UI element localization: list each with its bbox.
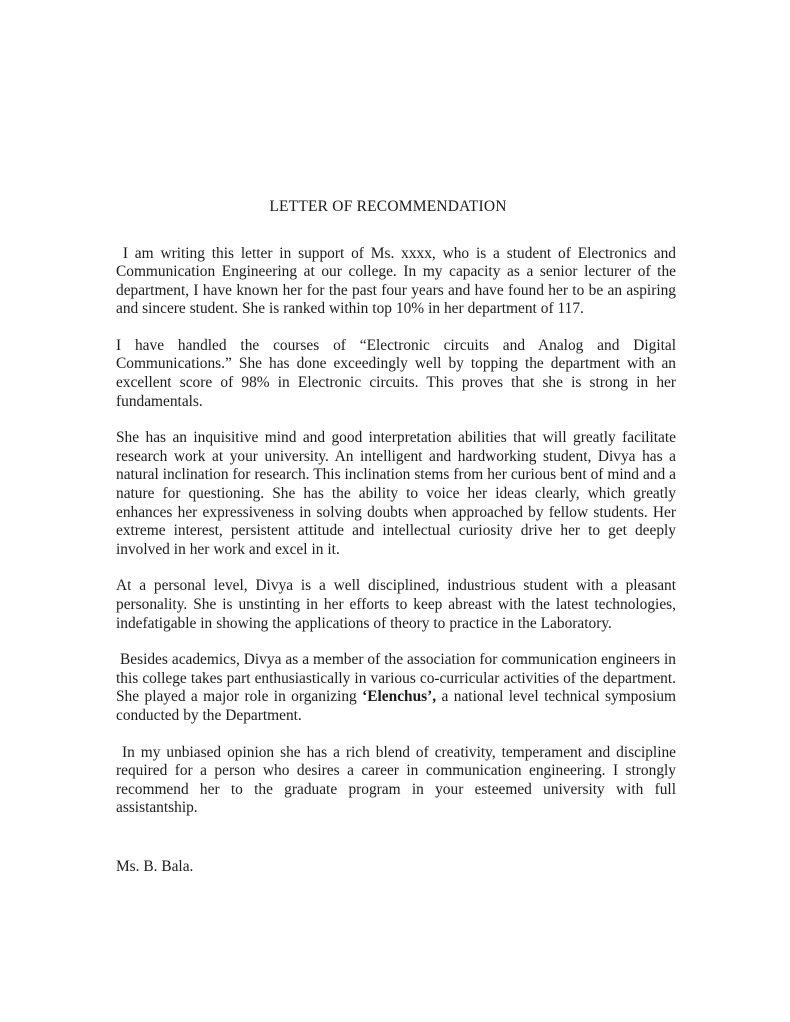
paragraph-closing-recommendation: In my unbiased opinion she has a rich blend of creativity, temperament and discipline required for a person who desires a career in communication engineering. I strongly recommend her to the graduate program in your esteemed university with full assistantship. [116,743,680,817]
paragraph-personal-level: At a personal level, Divya is a well disciplined, industrious student with a pleasant personality. She is unstinting in her efforts to keep abreast with the latest technologies, indefatigable in showing the applications of theory to practice in the Laboratory. [116,577,680,632]
paragraph-intro: I am writing this letter in support of Ms. xxxx, who is a student of Electronics and Communication Engineering at our college. In my capacity as a senior lecturer of the department, I have known her for the past four years and have found her to be an aspiring and sincere student. She is ranked within top 10% in her department of 117. [116,244,680,318]
paragraph-courses: I have handled the courses of “Electronic circuits and Analog and Digital Communications.” She has done exceedingly well by topping the department with an excellent score of 98% in Electronic circuits. This proves that she is strong in her fundamentals. [116,336,680,410]
paragraph-extracurricular-before: Besides academics, Divya as a member of the association for communication engineers in this college takes part enthusiastically in various co-curricular activities of the department. She played a major role in organizing [116,651,680,706]
document-body [116,198,680,818]
paragraph-extracurricular-after: a national level technical symposium conducted by the Department. [116,688,680,724]
signature-name: Ms. B. Bala. [116,858,194,875]
paragraph-extracurricular [116,651,680,725]
symposium-name-emphasis: ‘Elenchus’, [362,688,437,706]
paragraph-research-aptitude: She has an inquisitive mind and good interpretation abilities that will greatly facilitate research work at your university. An intelligent and hardworking student, Divya has a natural inclination for research. This inclination stems from her curious bent of mind and a nature for questioning. She has the ability to voice her ideas clearly, which greatly enhances her expressiveness in solving doubts when approached by fellow students. Her extreme interest, persistent attitude and intellectual curiosity drive her to get deeply involved in her work and excel in it. [116,429,680,558]
page-title: LETTER OF RECOMMENDATION [269,198,507,215]
